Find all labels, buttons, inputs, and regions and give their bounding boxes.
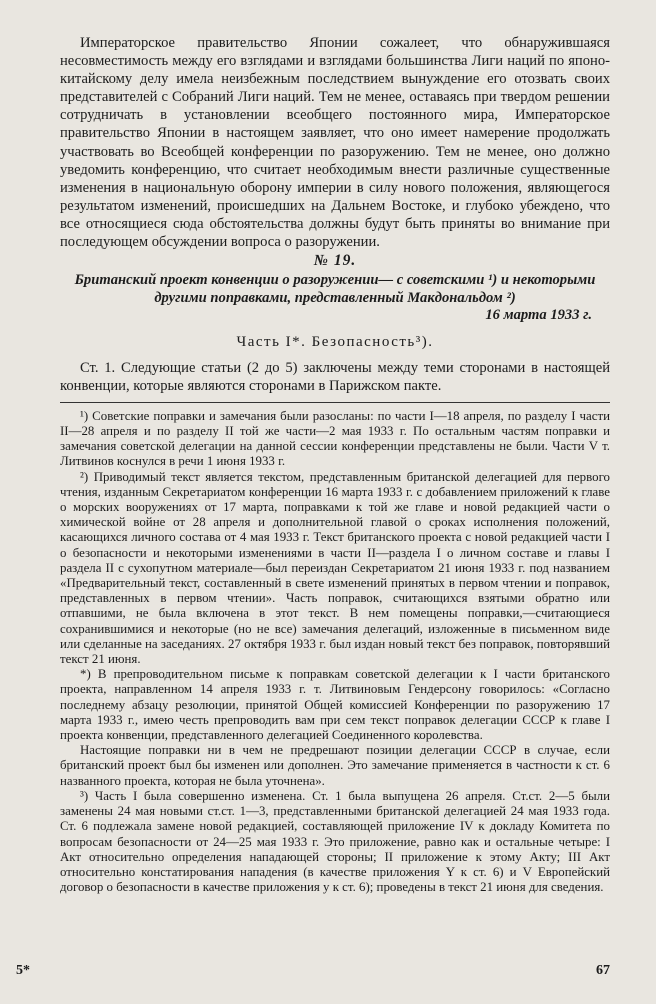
document-title: Британский проект конвенции о разоружении— с советскими ¹) и некоторыми другими поправками, представленный Макдональдом ²) <box>74 272 596 306</box>
footnote-star-continued: Настоящие поправки ни в чем не предрешают позиции делегации СССР в случае, если британский проект был бы изменен или дополнен. Это замечание применяется в частности к ст. 6 названного проекта, которая не была уточнена». <box>60 743 610 788</box>
footnote-1: ¹) Советские поправки и замечания были разосланы: по части I—18 апреля, по разделу I части II—28 апреля и по разделу II той же части—2 мая 1933 г. По остальным частям поправки и замечания советской делегации на данной сессии конференции представлены не были. Части V т. Литвинов коснулся в речи 1 июня 1933 г. <box>60 408 610 469</box>
footnote-2: ²) Приводимый текст является текстом, представленным британской делегацией для первого чтения, изданным Секретариатом конференции 16 марта 1933 г. с добавлением приложений к главе о морских вооружениях от 17 марта, поправками к той же главе и новой редакцией части о химической войне от 28 апреля и дополнительной главой о сроках исполнения положений, касающихся личного состава от 4 мая 1933 г. Текст британского проекта с новой редакцией части I о безопасности и некоторыми изменениями в части II—раздела I о личном составе и главы I раздела II с сухопутном материале—был переиздан Секретариатом 21 июня 1933 г. под названием «Предварительный текст, составленный в свете изменений принятых в первом чтении и поправок, представленных в первом чтении». Часть поправок, считающихся взятыми обратно или отпавшими, не была включена в этот текст. В нем помещены поправки,—считающиеся сохранившимися и некоторые (но не все) замечания делегаций, изложенные в письменном виде или сделанные на заседаниях. 27 октября 1933 г. был издан новый текст без поправок, повторявший текст 21 июня. <box>60 469 610 667</box>
document-number: № 19. <box>313 252 357 270</box>
intro-paragraph: Императорское правительство Японии сожалеет, что обнаружившаяся несовместимость между его взглядами и взглядами большинства Лиги наций по японо-китайскому делу имела неизбежным последствием вынуждение его отозвать своих представителей с Собраний Лиги наций. Тем не менее, оставаясь при твердом решении сотрудничать в установлении всеобщего постоянного мира, Императорское правительство Японии в настоящем заявляет, что оно имеет намерение продолжать участвовать во Всеобщей конференции по разоружению. Тем не менее, оно должно уведомить конференцию, что считает необходимым внести различные существенные изменения в национальную оборону империи в силу нового положения, являющегося результатом изменений, происшедших на Дальнем Востоке, и глубоко убеждено, что все относящиеся сюда обстоятельства должны будут быть приняты во внимание при последующем обсуждении вопроса о разоружении. <box>60 35 610 251</box>
page-number: 67 <box>596 963 610 978</box>
footnote-3: ³) Часть I была совершенно изменена. Ст. 1 была выпущена 26 апреля. Ст.ст. 2—5 были заменены 24 мая новыми ст.ст. 1—3, представленными британской делегацией 24 мая 1933 года. Ст. 6 подлежала замене новой редакцией, составляющей приложение IV к докладу Комитета по вопросам безопасности от 24—25 мая 1933 г. Это приложение, равно как и остальные четыре: I Акт относительно определения нападающей стороны; II приложение к этому Акту; III Акт относительно констатирования нападения (в качестве приложения Y к ст. 6) и V Европейский договор о безопасности в качестве приложения у к ст. 6); проведены в текст 21 июня для сведения. <box>60 788 610 895</box>
part-heading: Часть I*. Безопасность³). <box>236 333 434 350</box>
document-date: 16 марта 1933 г. <box>485 307 592 324</box>
signature-mark: 5* <box>16 963 30 978</box>
article-1: Ст. 1. Следующие статьи (2 до 5) заключены между теми сторонами в настоящей конвенции, которые являются сторонами в Парижском пакте. <box>60 359 610 394</box>
footnote-star: *) В препроводительном письме к поправкам советской делегации к I части британского проекта, направленном 14 апреля 1933 г. т. Литвиновым Гендерсону говорилось: «Согласно последнему абзацу резолюции, принятой Общей комиссией Конференции по разоружению 17 марта 1933 г., имею честь препроводить вам при сем текст поправок делегации СССР к главе I проекта конвенции, представленного делегацией Соединенного королевства. <box>60 667 610 743</box>
footnote-divider <box>60 402 610 403</box>
